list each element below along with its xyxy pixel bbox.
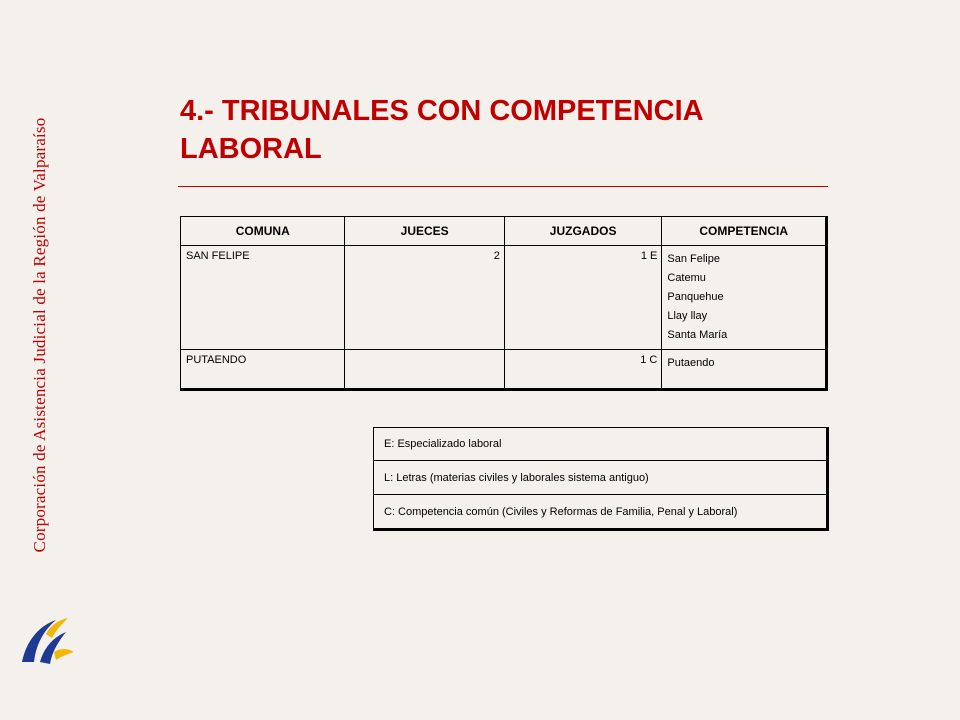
cell-competencia [662,246,827,350]
column-header-comuna: COMUNA [181,217,345,246]
cell-comuna: PUTAENDO [181,350,345,390]
cell-jueces [345,350,504,390]
competencia-item: Santa María [667,329,728,341]
legend-table [373,427,829,531]
competencia-item: San Felipe [667,253,720,265]
organization-vertical-label: Corporación de Asistencia Judicial de la Región de Valparaíso [30,117,49,553]
legend-row [374,495,828,530]
legend-item-e: E: Especializado laboral [374,428,828,461]
page-title: 4.- TRIBUNALES CON COMPETENCIA LABORAL [180,95,703,165]
table-header-row [181,217,827,246]
table-row [181,350,827,390]
legend-row [374,461,828,495]
cell-competencia [662,350,827,390]
legend-item-c: C: Competencia común (Civiles y Reformas de Familia, Penal y Laboral) [374,495,828,530]
cell-jueces: 2 [345,246,504,350]
competencia-item: Panquehue [667,291,724,303]
cell-comuna: SAN FELIPE [181,246,345,350]
title-divider [178,186,828,187]
cell-juzgados: 1 E [504,246,662,350]
column-header-jueces: JUECES [345,217,504,246]
competencia-item: Putaendo [667,357,715,369]
column-header-juzgados: JUZGADOS [504,217,662,246]
competencia-item: Catemu [667,272,706,284]
cajval-logo-icon [16,612,76,672]
courts-table [180,216,828,391]
table-row [181,246,827,350]
legend-item-l: L: Letras (materias civiles y laborales sistema antiguo) [374,461,828,495]
legend-row [374,428,828,461]
cell-juzgados: 1 C [504,350,662,390]
competencia-item: Llay llay [667,310,708,322]
column-header-competencia: COMPETENCIA [662,217,827,246]
